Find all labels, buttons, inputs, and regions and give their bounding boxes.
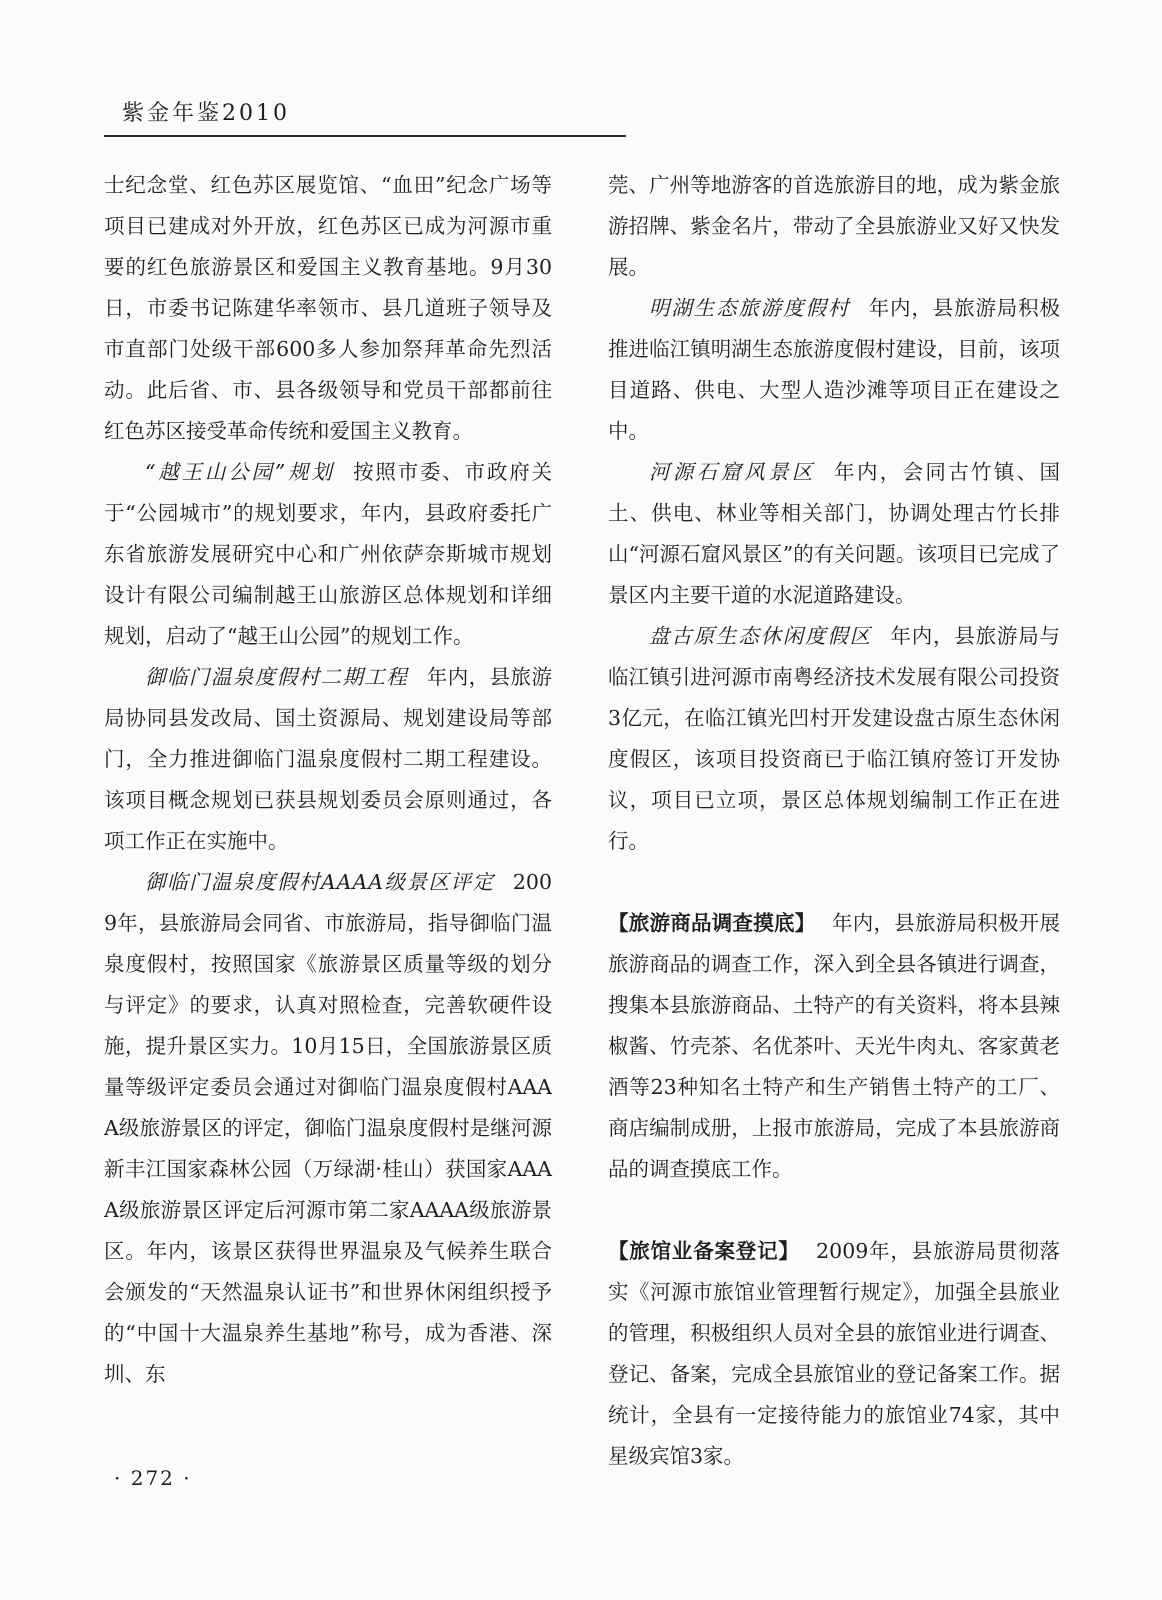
entry-title: 明湖生态旅游度假村	[649, 296, 851, 320]
section-title: 【旅游商品调查摸底】	[608, 911, 816, 935]
right-column	[608, 165, 1060, 1477]
paragraph	[104, 657, 552, 862]
paragraph-text: 年内，县旅游局协同县发改局、国土资源局、规划建设局等部门，全力推进御临门温泉度假村二期工程建设。该项目概念规划已获县规划委员会原则通过，各项工作正在实施中。	[104, 665, 553, 853]
entry-title: “越王山公园”规划	[145, 460, 335, 484]
entry-title: 河源石窟风景区	[649, 460, 816, 484]
section-gap	[608, 862, 1060, 903]
paragraph	[608, 288, 1060, 452]
page-number: · 272 ·	[114, 1466, 192, 1490]
running-head: 紫金年鉴2010	[122, 101, 290, 126]
paragraph	[608, 165, 1060, 288]
section-gap	[608, 1190, 1060, 1231]
section-paragraph	[608, 903, 1060, 1190]
paragraph	[104, 862, 552, 1395]
paragraph-text: 2009年，县旅游局贯彻落实《河源市旅馆业管理暂行规定》，加强全县旅业的管理，积极组织人员对全县的旅馆业进行调查、登记、备案，完成全县旅馆业的登记备案工作。据统计，全县有一定接待能力的旅馆业74家，其中星级宾馆3家。	[608, 1239, 1060, 1468]
paragraph-text: 士纪念堂、红色苏区展览馆、“血田”纪念广场等项目已建成对外开放，红色苏区已成为河源市重要的红色旅游景区和爱国主义教育基地。9月30日，市委书记陈建华率领市、县几道班子领导及市直部门处级干部600多人参加祭拜革命先烈活动。此后省、市、县各级领导和党员干部都前往红色苏区接受革命传统和爱国主义教育。	[104, 173, 552, 443]
paragraph-text: 莞、广州等地游客的首选旅游目的地，成为紫金旅游招牌、紫金名片，带动了全县旅游业又好又快发展。	[608, 173, 1060, 279]
left-column	[104, 165, 552, 1395]
paragraph-text: 年内，会同古竹镇、国土、供电、林业等相关部门，协调处理古竹长排山“河源石窟风景区”的有关问题。该项目已完成了景区内主要干道的水泥道路建设。	[608, 460, 1061, 607]
paragraph-text: 年内，县旅游局积极推进临江镇明湖生态旅游度假村建设，目前，该项目道路、供电、大型人造沙滩等项目正在建设之中。	[608, 296, 1061, 443]
paragraph-text: 按照市委、市政府关于“公园城市”的规划要求，年内，县政府委托广东省旅游发展研究中心和广州依萨奈斯城市规划设计有限公司编制越王山旅游区总体规划和详细规划，启动了“越王山公园”的规划工作。	[104, 460, 553, 648]
entry-title: 御临门温泉度假村二期工程	[145, 665, 409, 689]
paragraph-text: 2009年，县旅游局会同省、市旅游局，指导御临门温泉度假村，按照国家《旅游景区质量等级的划分与评定》的要求，认真对照检查，完善软硬件设施，提升景区实力。10月15日，全国旅游景区质量等级评定委员会通过对御临门温泉度假村AAAA级旅游景区的评定，御临门温泉度假村是继河源新丰江国家森林公园（万绿湖·桂山）获国家AAAA级旅游景区评定后河源市第二家AAAA级旅游景区。年内，该景区获得世界温泉及气候养生联合会颁发的“天然温泉认证书”和世界休闲组织授予的“中国十大温泉养生基地”称号，成为香港、深圳、东	[104, 870, 552, 1386]
paragraph-text: 年内，县旅游局与临江镇引进河源市南粤经济技术发展有限公司投资3亿元，在临江镇光凹村开发建设盘古原生态休闲度假区，该项目投资商已于临江镇府签订开发协议，项目已立项，景区总体规划编制工作正在进行。	[608, 624, 1061, 853]
paragraph	[608, 616, 1060, 862]
entry-title: 盘古原生态休闲度假区	[649, 624, 872, 648]
section-paragraph	[608, 1231, 1060, 1477]
paragraph	[104, 165, 552, 452]
section-title: 【旅馆业备案登记】	[608, 1239, 800, 1263]
paragraph	[104, 452, 552, 657]
paragraph	[608, 452, 1060, 616]
header-rule	[104, 135, 626, 137]
entry-title: 御临门温泉度假村AAAA级景区评定	[145, 870, 495, 894]
paragraph-text: 年内，县旅游局积极开展旅游商品的调查工作，深入到全县各镇进行调查，搜集本县旅游商品、土特产的有关资料，将本县辣椒酱、竹壳茶、名优茶叶、天光牛肉丸、客家黄老酒等23种知名土特产和生产销售土特产的工厂、商店编制成册，上报市旅游局，完成了本县旅游商品的调查摸底工作。	[608, 911, 1061, 1181]
